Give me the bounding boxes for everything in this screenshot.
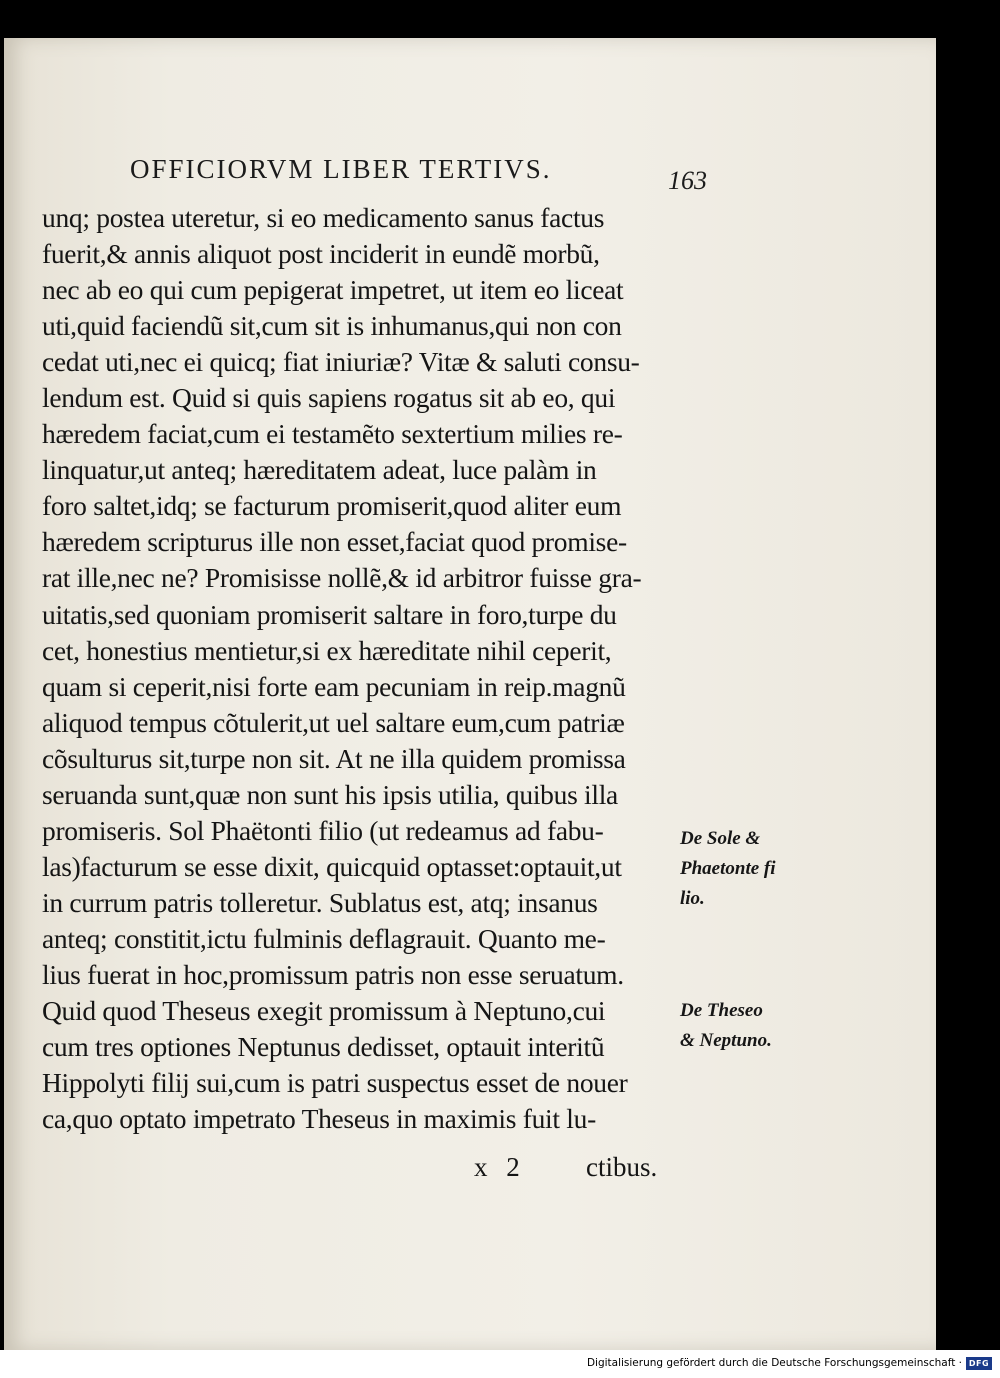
- text-line: cõsulturus sit,turpe non sit. At ne illa quidem promissa: [42, 742, 626, 774]
- text-line: hæredem scripturus ille non esset,faciat quod promise-: [42, 526, 627, 558]
- text-line: promiseris. Sol Phaëtonti filio (ut redeamus ad fabu-: [42, 814, 604, 846]
- text-line: cum tres optiones Neptunus dedisset, optauit interitũ: [42, 1031, 605, 1063]
- marginal-note: Phaetonte fi: [680, 858, 776, 879]
- text-line: uitatis,sed quoniam promiserit saltare in foro,turpe du: [42, 598, 617, 630]
- text-line: aliquod tempus cõtulerit,ut uel saltare eum,cum patriæ: [42, 706, 625, 738]
- text-line: in currum patris tolleretur. Sublatus est, atq; insanus: [42, 886, 598, 918]
- text-line: Hippolyti filij sui,cum is patri suspectus esset de nouer: [42, 1067, 628, 1099]
- text-line: ca,quo optato impetrato Theseus in maximis fuit lu-: [42, 1103, 596, 1135]
- text-line: uti,quid faciendũ sit,cum sit is inhumanus,qui non con: [42, 310, 622, 342]
- text-line: las)facturum se esse dixit, quicquid optasset:optauit,ut: [42, 850, 622, 882]
- page-number: 163: [668, 166, 707, 195]
- text-line: Quid quod Theseus exegit promissum à Neptuno,cui: [42, 995, 606, 1027]
- marginal-note: De Sole &: [680, 828, 761, 849]
- marginal-note: & Neptuno.: [680, 1030, 772, 1051]
- text-line: rat ille,nec ne? Promisisse nollẽ,& id arbitror fuisse gra-: [42, 562, 642, 594]
- text-line: lendum est. Quid si quis sapiens rogatus sit ab eo, qui: [42, 382, 616, 414]
- text-line: lius fuerat in hoc,promissum patris non esse seruatum.: [42, 958, 624, 990]
- running-head: OFFICIORVM LIBER TERTIVS.: [130, 154, 552, 184]
- text-line: cet, honestius mentietur,si ex hæreditate nihil ceperit,: [42, 634, 612, 666]
- text-line: unq; postea uteretur, si eo medicamento sanus factus: [42, 202, 605, 233]
- marginal-note: lio.: [680, 888, 705, 909]
- text-line: hæredem faciat,cum ei testamẽto sextertium milies re-: [42, 418, 623, 450]
- text-line: cedat uti,nec ei quicq; fiat iniuriæ? Vitæ & saluti consu-: [42, 346, 640, 378]
- text-line: linquatur,ut anteq; hæreditatem adeat, luce palàm in: [42, 454, 597, 486]
- text-line: quam si ceperit,nisi forte eam pecuniam in reip.magnũ: [42, 670, 626, 702]
- catchword: ctibus.: [586, 1152, 658, 1182]
- signature-mark: x 2: [474, 1152, 526, 1182]
- marginal-note: De Theseo: [680, 1000, 763, 1021]
- text-line: nec ab eo qui cum pepigerat impetret, ut item eo liceat: [42, 274, 624, 306]
- text-block: [42, 200, 702, 1137]
- text-line: foro saltet,idq; se facturum promiserit,quod aliter eum: [42, 490, 622, 522]
- text-line: anteq; constitit,ictu fulminis deflagrauit. Quanto me-: [42, 922, 606, 954]
- dfg-logo-icon: DFG: [966, 1357, 992, 1370]
- text-line: fuerit,& annis aliquot post inciderit in eundẽ morbũ,: [42, 238, 600, 270]
- funding-credit: Digitalisierung gefördert durch die Deutsche Forschungsgemeinschaft ·: [586, 1357, 962, 1369]
- book-page: [4, 38, 936, 1350]
- text-line: seruanda sunt,quæ non sunt his ipsis utilia, quibus illa: [42, 778, 618, 810]
